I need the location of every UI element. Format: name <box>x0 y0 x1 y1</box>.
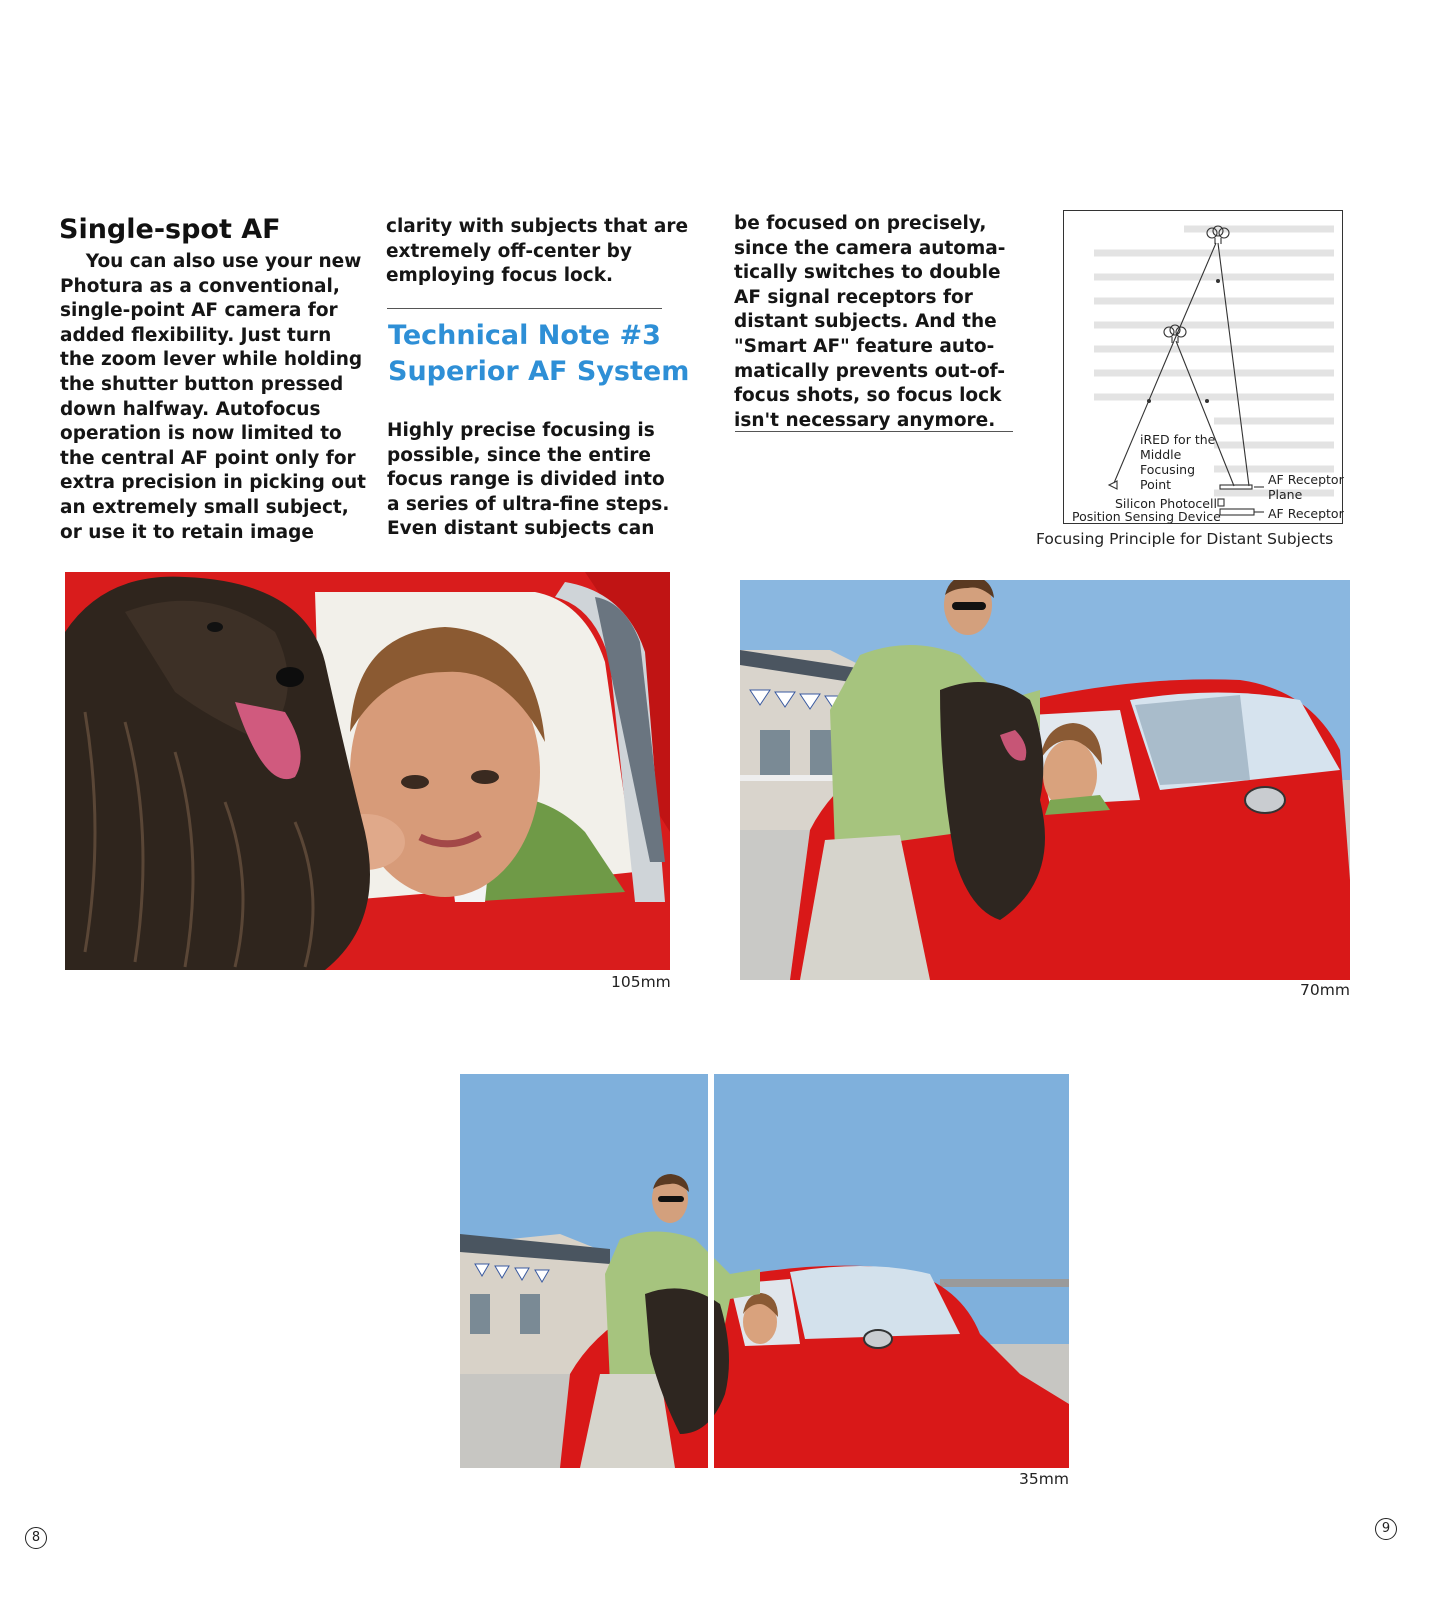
photo-caption-105mm: 105mm <box>611 973 671 991</box>
text-line: AF signal receptors for <box>734 286 973 308</box>
text-line: focus range is divided into <box>387 469 665 491</box>
text-line: added flexibility. Just turn <box>60 324 332 346</box>
diagram-caption: Focusing Principle for Distant Subjects <box>1036 530 1334 548</box>
text-line: possible, since the entire <box>387 444 651 466</box>
photo-caption-70mm: 70mm <box>1300 981 1350 999</box>
body-column-3 <box>734 212 1005 433</box>
text-line: distant subjects. And the <box>734 311 997 333</box>
body-column-1 <box>60 250 366 545</box>
text-line: be focused on precisely, <box>734 213 987 234</box>
text-line: You can also use your new <box>60 251 362 272</box>
text-line: employing focus lock. <box>386 265 614 287</box>
body-column-2-top <box>386 215 688 289</box>
photo-art <box>740 580 1350 980</box>
text-line: focus shots, so focus lock <box>734 385 1002 407</box>
body-column-2-bottom <box>387 419 669 542</box>
af-focusing-diagram <box>1063 210 1343 524</box>
text-line: single-point AF camera for <box>60 300 338 322</box>
label-receptor-plane <box>1268 472 1344 502</box>
label-line: iRED for the <box>1140 432 1216 447</box>
photo-70mm <box>740 580 1350 980</box>
page-number-right: 9 <box>1375 1518 1397 1540</box>
label-line: Focusing <box>1140 462 1196 477</box>
text-line: extra precision in picking out <box>60 472 366 494</box>
text-line: operation is now limited to <box>60 423 342 445</box>
divider-rule <box>735 431 1013 432</box>
text-line: Highly precise focusing is <box>387 420 655 441</box>
label-line: AF Receptor <box>1268 472 1344 487</box>
text-line: since the camera automa- <box>734 237 1006 259</box>
label-line: Middle <box>1140 447 1182 462</box>
text-line: the zoom lever while holding <box>60 349 363 371</box>
photo-art <box>65 572 670 970</box>
photo-105mm <box>65 572 670 970</box>
label-photocell: Silicon Photocell <box>1115 496 1217 511</box>
text-line: "Smart AF" feature auto- <box>734 335 995 357</box>
photo-caption-35mm: 35mm <box>1019 1470 1069 1488</box>
text-line: the central AF point only for <box>60 447 356 469</box>
text-line: Even distant subjects can <box>387 518 655 540</box>
label-ired <box>1140 432 1215 492</box>
text-line: down halfway. Autofocus <box>60 398 321 420</box>
label-receptor: AF Receptor <box>1268 506 1344 521</box>
text-line: tically switches to double <box>734 262 1001 284</box>
photo-art <box>460 1074 1069 1468</box>
text-line: matically prevents out-of- <box>734 360 1006 382</box>
text-line: isn't necessary anymore. <box>734 409 996 431</box>
technical-note-title <box>388 318 689 390</box>
note-title-line: Superior AF System <box>388 356 690 387</box>
photo-35mm <box>460 1074 1069 1468</box>
text-line: a series of ultra-fine steps. <box>387 493 670 515</box>
label-line: Point <box>1140 477 1172 492</box>
text-line: the shutter button pressed <box>60 373 344 395</box>
divider-rule <box>387 308 662 309</box>
page-number-left: 8 <box>25 1527 47 1549</box>
note-title-line: Technical Note #3 <box>388 320 661 351</box>
text-line: an extremely small subject, <box>60 496 349 518</box>
label-line: Plane <box>1268 487 1303 502</box>
text-line: Photura as a conventional, <box>60 275 340 297</box>
text-line: clarity with subjects that are <box>386 216 688 237</box>
section-heading: Single-spot AF <box>59 214 281 245</box>
text-line: or use it to retain image <box>60 521 314 543</box>
label-psd: Position Sensing Device <box>1072 509 1221 524</box>
text-line: extremely off-center by <box>386 240 632 262</box>
